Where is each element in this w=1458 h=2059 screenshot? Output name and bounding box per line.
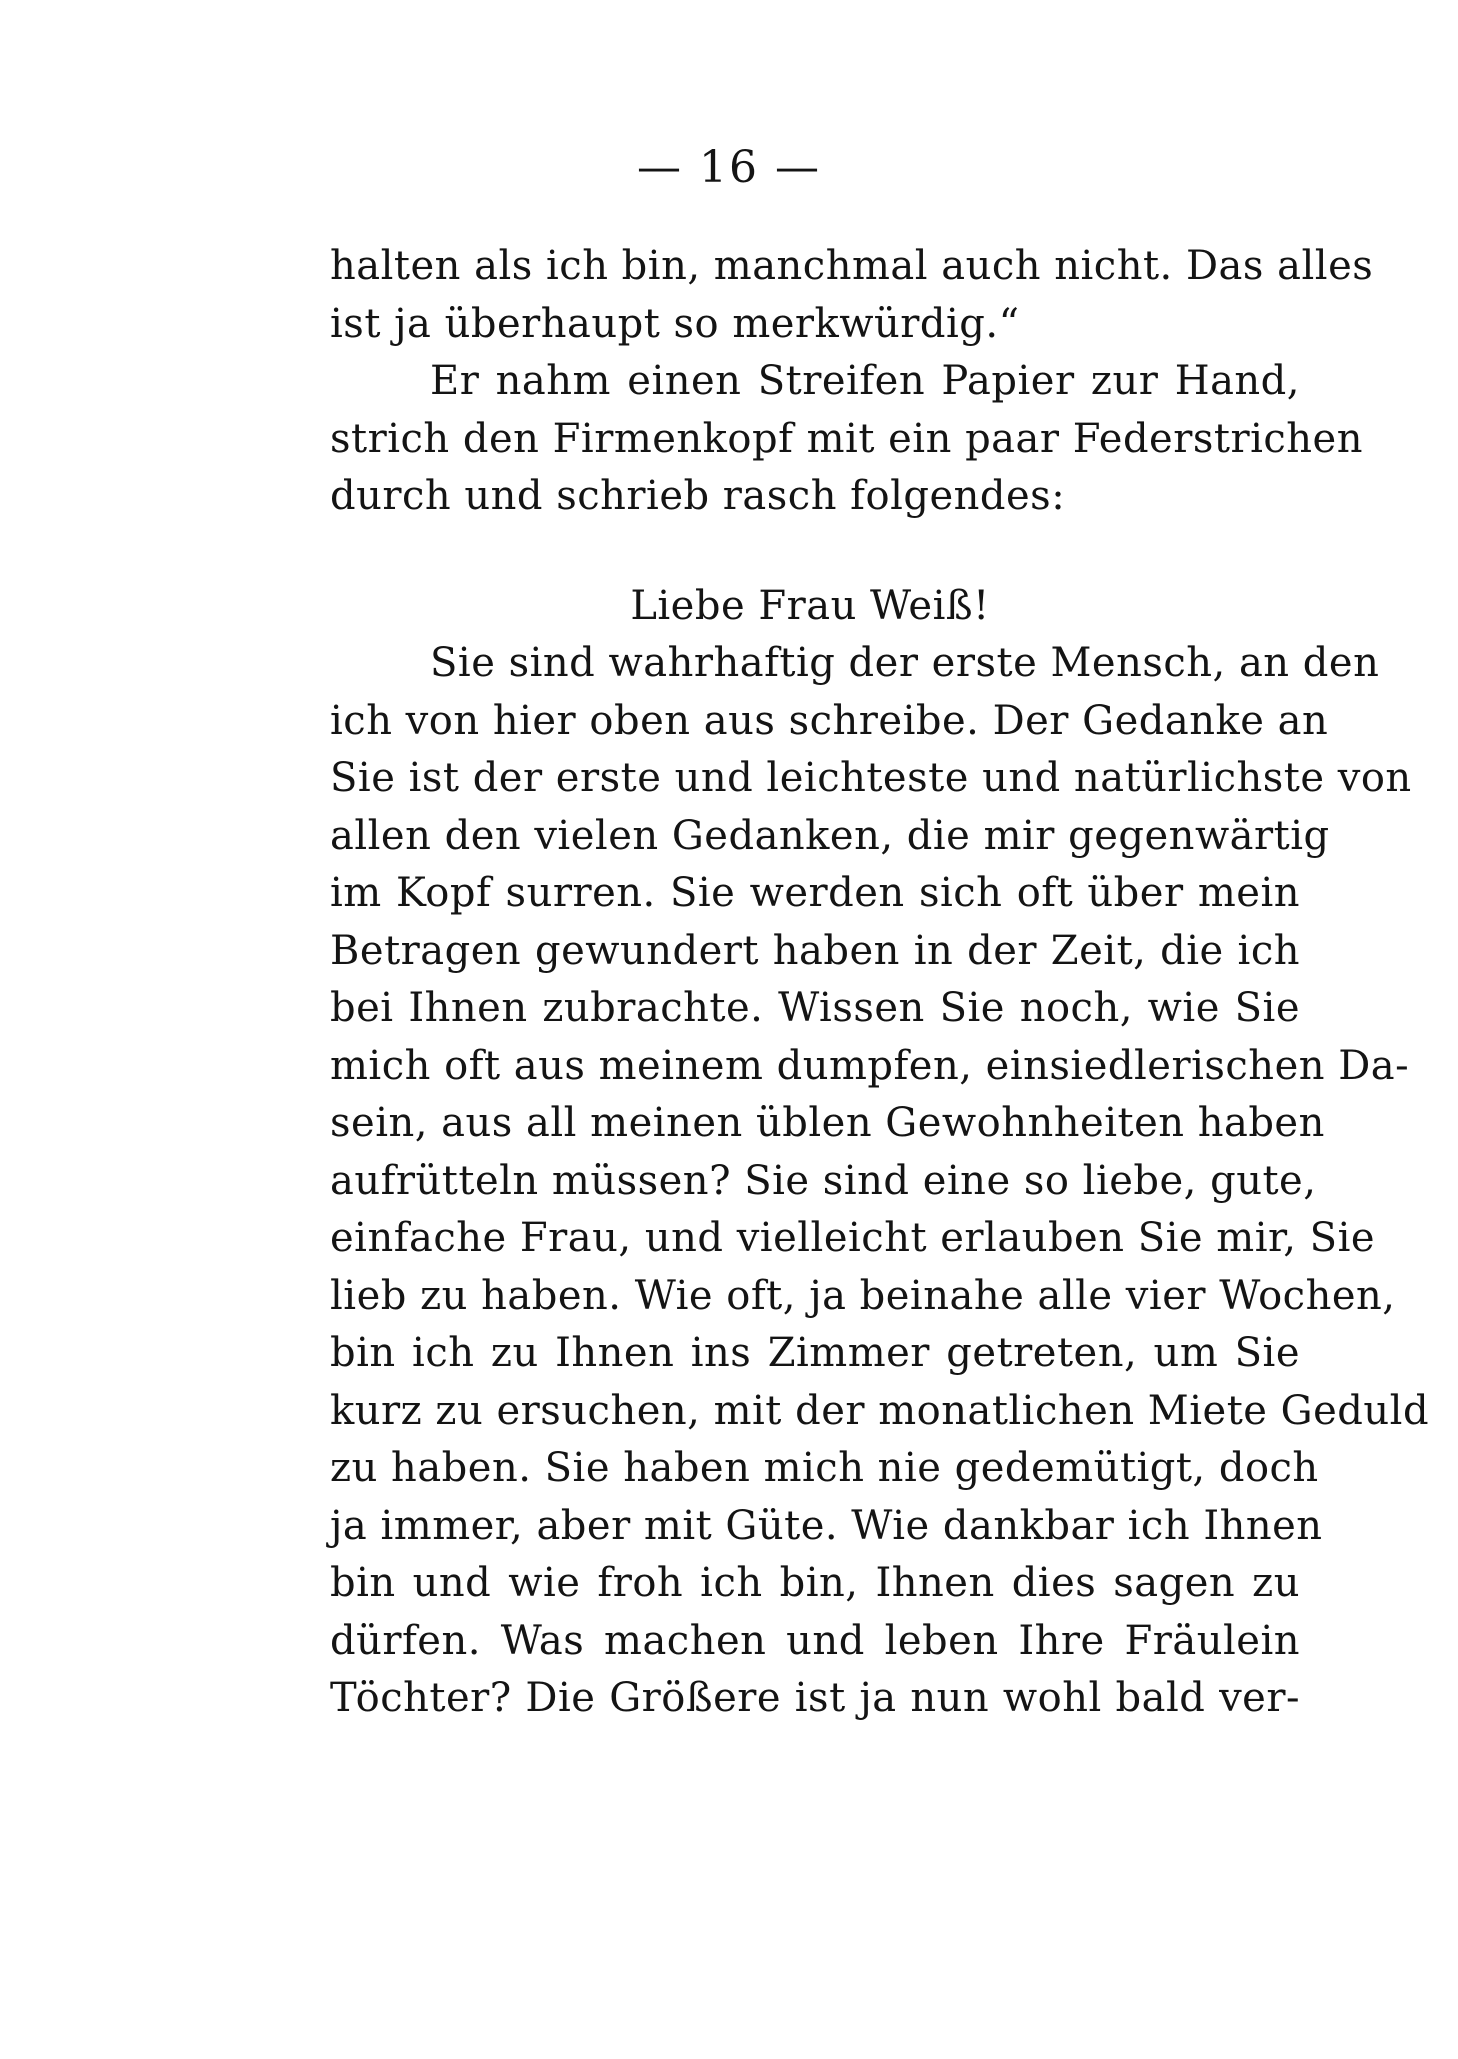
text-line: ist ja überhaupt so merkwürdig.“ — [330, 300, 1020, 347]
text-line: bei Ihnen zubrachte. Wissen Sie noch, wie Sie — [330, 985, 1300, 1031]
text-line: im Kopf surren. Sie werden sich oft über mein — [330, 870, 1300, 916]
letter-salutation: Liebe Frau Weiß! — [630, 582, 990, 629]
text-line: sein, aus all meinen üblen Gewohnheiten haben — [330, 1100, 1325, 1146]
text-line: Sie ist der erste und leichteste und natürlichste von — [330, 755, 1412, 801]
text-line: kurz zu ersuchen, mit der monatlichen Miete Geduld — [330, 1387, 1430, 1434]
section-gap — [330, 526, 1300, 578]
text-line: Er nahm einen Streifen Papier zur Hand, — [430, 358, 1300, 404]
text-line: Betragen gewundert haben in der Zeit, die ich — [330, 927, 1300, 974]
text-line: strich den Firmenkopf mit ein paar Federstrichen — [330, 415, 1363, 462]
text-line: mich oft aus meinem dumpfen, einsiedlerischen Da- — [330, 1042, 1410, 1089]
text-line: ja immer, aber mit Güte. Wie dankbar ich Ihnen — [330, 1502, 1323, 1549]
text-line: bin und wie froh ich bin, Ihnen dies sagen zu — [330, 1560, 1300, 1606]
text-line: halten als ich bin, manchmal auch nicht. Das alles — [330, 243, 1374, 289]
text-line: ich von hier oben aus schreibe. Der Gedanke an — [330, 697, 1329, 744]
text-line: zu haben. Sie haben mich nie gedemütigt, doch — [330, 1445, 1319, 1491]
text-line: durch und schrieb rasch folgendes: — [330, 473, 1066, 519]
text-line: dürfen. Was machen und leben Ihre Fräulein — [330, 1617, 1300, 1664]
text-line: Sie sind wahrhaftig der erste Mensch, an den — [430, 640, 1380, 686]
body-text — [330, 238, 1430, 1728]
text-line: bin ich zu Ihnen ins Zimmer getreten, um Sie — [330, 1330, 1300, 1376]
text-line: lieb zu haben. Wie oft, ja beinahe alle vier Wochen, — [330, 1272, 1396, 1319]
text-line: Töchter? Die Größere ist ja nun wohl bald ver- — [330, 1675, 1300, 1721]
text-line: allen den vielen Gedanken, die mir gegenwärtig — [330, 812, 1330, 859]
text-line: einfache Frau, und vielleicht erlauben Sie mir, Sie — [330, 1215, 1376, 1261]
text-line: aufrütteln müssen? Sie sind eine so liebe, gute, — [330, 1157, 1317, 1204]
page-number: — 16 — — [637, 142, 821, 193]
